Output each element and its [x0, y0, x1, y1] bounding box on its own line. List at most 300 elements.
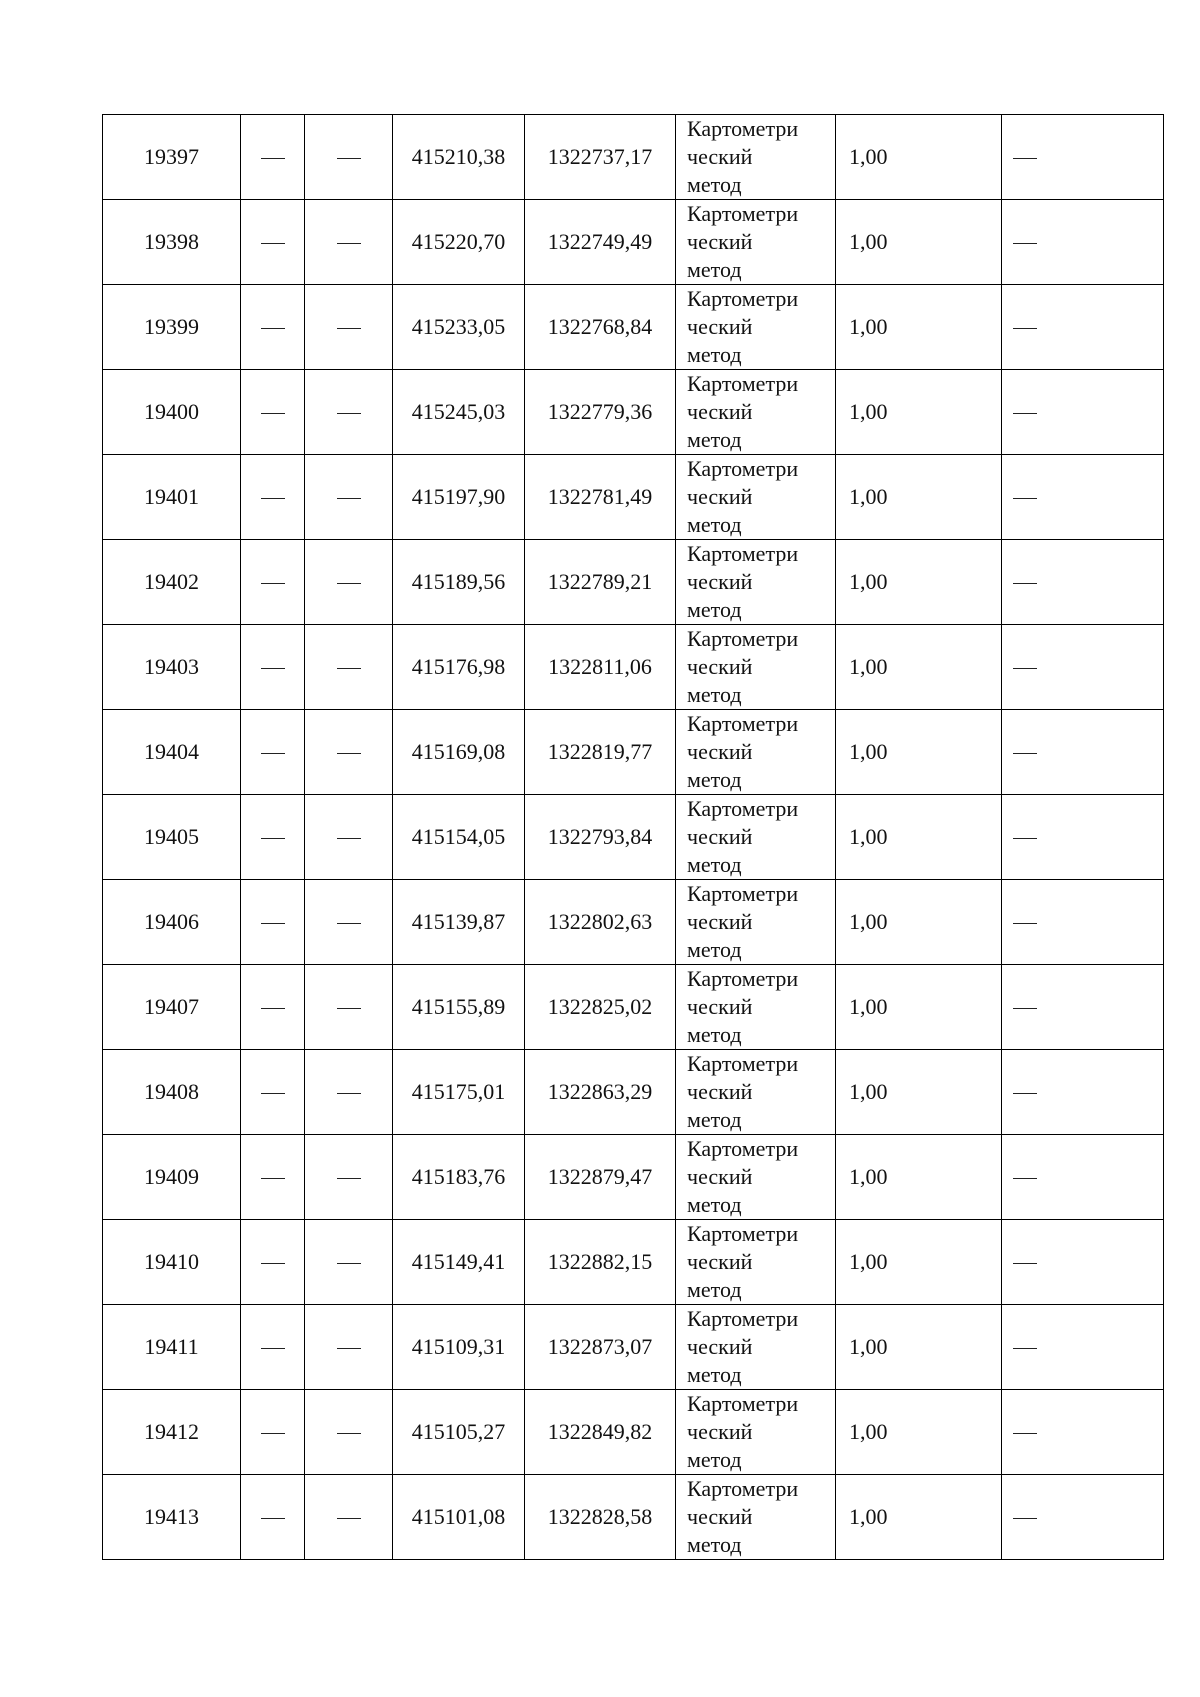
empty-description-cell — [1002, 370, 1164, 455]
method-line-3: метод — [687, 512, 742, 537]
x-coordinate: 415197,90 — [411, 484, 506, 509]
point-number-cell — [103, 540, 241, 625]
y-coordinate: 1322779,36 — [547, 399, 653, 424]
x-coordinate-cell — [393, 1475, 525, 1560]
point-number: 19413 — [144, 1504, 199, 1529]
x-coordinate: 415149,41 — [411, 1249, 506, 1274]
x-coordinate: 415189,56 — [411, 569, 506, 594]
accuracy-value: 1,00 — [849, 229, 888, 254]
x-coordinate: 415176,98 — [411, 654, 506, 679]
table-row — [103, 965, 1164, 1050]
method-cell — [676, 200, 836, 285]
dash-mark — [261, 583, 285, 584]
accuracy-value: 1,00 — [849, 1504, 888, 1529]
dash-mark — [1013, 583, 1037, 584]
accuracy-value: 1,00 — [849, 654, 888, 679]
method-line-3: метод — [687, 1107, 742, 1132]
dash-mark — [337, 1093, 361, 1094]
dash-mark — [261, 413, 285, 414]
coordinates-table — [102, 114, 1164, 1560]
x-coordinate-cell — [393, 795, 525, 880]
y-coordinate-cell — [525, 200, 676, 285]
x-coordinate-cell — [393, 540, 525, 625]
method-line-2: ческий — [687, 994, 753, 1019]
dash-mark — [261, 498, 285, 499]
dash-mark — [337, 158, 361, 159]
accuracy-cell — [836, 625, 1002, 710]
accuracy-cell — [836, 370, 1002, 455]
y-coordinate: 1322811,06 — [548, 654, 652, 679]
method-cell — [676, 710, 836, 795]
table-row — [103, 1475, 1164, 1560]
accuracy-cell — [836, 1305, 1002, 1390]
dash-mark — [337, 1263, 361, 1264]
accuracy-cell — [836, 710, 1002, 795]
empty-x-old-cell — [241, 795, 305, 880]
y-coordinate: 1322768,84 — [547, 314, 653, 339]
table-row — [103, 1050, 1164, 1135]
point-number: 19409 — [144, 1164, 199, 1189]
accuracy-value: 1,00 — [849, 1249, 888, 1274]
y-coordinate-cell — [525, 880, 676, 965]
y-coordinate-cell — [525, 370, 676, 455]
y-coordinate-cell — [525, 625, 676, 710]
method-line-2: ческий — [687, 1164, 753, 1189]
dash-mark — [261, 1008, 285, 1009]
empty-x-old-cell — [241, 880, 305, 965]
method-line-3: метод — [687, 597, 742, 622]
y-coordinate: 1322737,17 — [547, 144, 653, 169]
empty-description-cell — [1002, 115, 1164, 200]
x-coordinate: 415154,05 — [411, 824, 506, 849]
empty-x-old-cell — [241, 1135, 305, 1220]
point-number-cell — [103, 795, 241, 880]
x-coordinate-cell — [393, 880, 525, 965]
accuracy-value: 1,00 — [849, 739, 888, 764]
x-coordinate-cell — [393, 1050, 525, 1135]
method-line-2: ческий — [687, 1334, 753, 1359]
y-coordinate: 1322789,21 — [547, 569, 653, 594]
x-coordinate-cell — [393, 1220, 525, 1305]
point-number: 19397 — [144, 144, 199, 169]
empty-y-old-cell — [305, 370, 393, 455]
dash-mark — [1013, 1263, 1037, 1264]
y-coordinate-cell — [525, 965, 676, 1050]
table-row — [103, 625, 1164, 710]
y-coordinate-cell — [525, 540, 676, 625]
empty-description-cell — [1002, 1050, 1164, 1135]
method-cell — [676, 880, 836, 965]
point-number: 19408 — [144, 1079, 199, 1104]
method-line-2: ческий — [687, 314, 753, 339]
point-number: 19400 — [144, 399, 199, 424]
method-line-3: метод — [687, 1192, 742, 1217]
table-row — [103, 795, 1164, 880]
dash-mark — [1013, 1348, 1037, 1349]
empty-y-old-cell — [305, 285, 393, 370]
method-cell — [676, 965, 836, 1050]
method-line-1: Картометри — [687, 201, 799, 226]
dash-mark — [1013, 1518, 1037, 1519]
method-cell — [676, 1305, 836, 1390]
dash-mark — [261, 1348, 285, 1349]
point-number-cell — [103, 710, 241, 795]
dash-mark — [261, 838, 285, 839]
empty-y-old-cell — [305, 200, 393, 285]
empty-y-old-cell — [305, 880, 393, 965]
dash-mark — [261, 668, 285, 669]
accuracy-value: 1,00 — [849, 909, 888, 934]
method-line-3: метод — [687, 937, 742, 962]
point-number-cell — [103, 625, 241, 710]
y-coordinate-cell — [525, 795, 676, 880]
x-coordinate-cell — [393, 285, 525, 370]
x-coordinate: 415210,38 — [411, 144, 506, 169]
method-line-1: Картометри — [687, 881, 799, 906]
dash-mark — [261, 158, 285, 159]
accuracy-value: 1,00 — [849, 824, 888, 849]
method-cell — [676, 625, 836, 710]
y-coordinate: 1322849,82 — [547, 1419, 653, 1444]
x-coordinate: 415245,03 — [411, 399, 506, 424]
dash-mark — [337, 243, 361, 244]
method-line-2: ческий — [687, 229, 753, 254]
method-line-1: Картометри — [687, 456, 799, 481]
method-cell — [676, 285, 836, 370]
empty-x-old-cell — [241, 540, 305, 625]
accuracy-cell — [836, 1475, 1002, 1560]
point-number-cell — [103, 1220, 241, 1305]
table-row — [103, 200, 1164, 285]
table-row — [103, 370, 1164, 455]
method-line-2: ческий — [687, 1079, 753, 1104]
accuracy-value: 1,00 — [849, 1164, 888, 1189]
table-row — [103, 115, 1164, 200]
y-coordinate: 1322873,07 — [547, 1334, 653, 1359]
empty-y-old-cell — [305, 1050, 393, 1135]
x-coordinate-cell — [393, 1305, 525, 1390]
y-coordinate: 1322793,84 — [547, 824, 653, 849]
empty-y-old-cell — [305, 1390, 393, 1475]
empty-y-old-cell — [305, 625, 393, 710]
table-row — [103, 710, 1164, 795]
dash-mark — [337, 753, 361, 754]
point-number: 19398 — [144, 229, 199, 254]
method-cell — [676, 1220, 836, 1305]
dash-mark — [1013, 158, 1037, 159]
method-line-1: Картометри — [687, 116, 799, 141]
empty-y-old-cell — [305, 795, 393, 880]
point-number-cell — [103, 965, 241, 1050]
y-coordinate: 1322749,49 — [547, 229, 653, 254]
method-line-1: Картометри — [687, 1051, 799, 1076]
method-line-3: метод — [687, 1447, 742, 1472]
empty-y-old-cell — [305, 455, 393, 540]
empty-y-old-cell — [305, 1475, 393, 1560]
method-line-1: Картометри — [687, 286, 799, 311]
dash-mark — [1013, 753, 1037, 754]
method-line-2: ческий — [687, 739, 753, 764]
x-coordinate-cell — [393, 710, 525, 795]
accuracy-value: 1,00 — [849, 1334, 888, 1359]
x-coordinate-cell — [393, 625, 525, 710]
point-number: 19412 — [144, 1419, 199, 1444]
dash-mark — [337, 413, 361, 414]
empty-x-old-cell — [241, 1050, 305, 1135]
point-number: 19411 — [144, 1334, 199, 1359]
method-line-3: метод — [687, 1022, 742, 1047]
dash-mark — [337, 1433, 361, 1434]
point-number: 19407 — [144, 994, 199, 1019]
table-row — [103, 285, 1164, 370]
accuracy-cell — [836, 1390, 1002, 1475]
dash-mark — [1013, 328, 1037, 329]
x-coordinate: 415175,01 — [411, 1079, 506, 1104]
dash-mark — [1013, 1093, 1037, 1094]
empty-y-old-cell — [305, 710, 393, 795]
dash-mark — [261, 328, 285, 329]
method-line-1: Картометри — [687, 626, 799, 651]
empty-description-cell — [1002, 200, 1164, 285]
method-cell — [676, 115, 836, 200]
method-line-1: Картометри — [687, 711, 799, 736]
y-coordinate: 1322863,29 — [547, 1079, 653, 1104]
dash-mark — [261, 923, 285, 924]
method-line-2: ческий — [687, 1419, 753, 1444]
point-number: 19410 — [144, 1249, 199, 1274]
table-row — [103, 1305, 1164, 1390]
method-line-2: ческий — [687, 654, 753, 679]
x-coordinate-cell — [393, 370, 525, 455]
accuracy-cell — [836, 455, 1002, 540]
dash-mark — [1013, 923, 1037, 924]
y-coordinate: 1322879,47 — [547, 1164, 653, 1189]
method-cell — [676, 1475, 836, 1560]
y-coordinate-cell — [525, 1135, 676, 1220]
dash-mark — [337, 1178, 361, 1179]
x-coordinate: 415183,76 — [411, 1164, 506, 1189]
y-coordinate-cell — [525, 710, 676, 795]
empty-y-old-cell — [305, 540, 393, 625]
accuracy-value: 1,00 — [849, 144, 888, 169]
point-number-cell — [103, 285, 241, 370]
empty-description-cell — [1002, 1135, 1164, 1220]
accuracy-cell — [836, 285, 1002, 370]
dash-mark — [1013, 413, 1037, 414]
y-coordinate: 1322819,77 — [547, 739, 653, 764]
method-line-3: метод — [687, 682, 742, 707]
method-line-1: Картометри — [687, 371, 799, 396]
empty-y-old-cell — [305, 115, 393, 200]
empty-x-old-cell — [241, 965, 305, 1050]
x-coordinate: 415105,27 — [411, 1419, 506, 1444]
accuracy-value: 1,00 — [849, 399, 888, 424]
point-number-cell — [103, 455, 241, 540]
x-coordinate: 415233,05 — [411, 314, 506, 339]
dash-mark — [337, 583, 361, 584]
y-coordinate-cell — [525, 1220, 676, 1305]
point-number: 19405 — [144, 824, 199, 849]
table-row — [103, 455, 1164, 540]
dash-mark — [1013, 1433, 1037, 1434]
x-coordinate: 415169,08 — [411, 739, 506, 764]
accuracy-cell — [836, 200, 1002, 285]
dash-mark — [261, 1263, 285, 1264]
empty-x-old-cell — [241, 710, 305, 795]
x-coordinate: 415155,89 — [411, 994, 506, 1019]
point-number-cell — [103, 880, 241, 965]
x-coordinate-cell — [393, 1390, 525, 1475]
dash-mark — [261, 1178, 285, 1179]
accuracy-cell — [836, 965, 1002, 1050]
method-cell — [676, 455, 836, 540]
empty-x-old-cell — [241, 1475, 305, 1560]
point-number-cell — [103, 200, 241, 285]
accuracy-cell — [836, 115, 1002, 200]
dash-mark — [1013, 838, 1037, 839]
y-coordinate: 1322828,58 — [547, 1504, 653, 1529]
point-number-cell — [103, 370, 241, 455]
y-coordinate-cell — [525, 455, 676, 540]
dash-mark — [261, 1093, 285, 1094]
table-row — [103, 1135, 1164, 1220]
method-line-1: Картометри — [687, 1476, 799, 1501]
method-line-2: ческий — [687, 144, 753, 169]
empty-x-old-cell — [241, 370, 305, 455]
method-line-1: Картометри — [687, 966, 799, 991]
accuracy-value: 1,00 — [849, 569, 888, 594]
method-line-1: Картометри — [687, 796, 799, 821]
dash-mark — [261, 1433, 285, 1434]
dash-mark — [337, 498, 361, 499]
method-line-2: ческий — [687, 399, 753, 424]
accuracy-cell — [836, 795, 1002, 880]
x-coordinate-cell — [393, 455, 525, 540]
empty-x-old-cell — [241, 455, 305, 540]
x-coordinate-cell — [393, 1135, 525, 1220]
accuracy-cell — [836, 540, 1002, 625]
method-cell — [676, 1135, 836, 1220]
y-coordinate-cell — [525, 1305, 676, 1390]
method-line-2: ческий — [687, 569, 753, 594]
y-coordinate-cell — [525, 285, 676, 370]
method-cell — [676, 540, 836, 625]
empty-y-old-cell — [305, 1135, 393, 1220]
method-line-2: ческий — [687, 824, 753, 849]
x-coordinate-cell — [393, 115, 525, 200]
empty-description-cell — [1002, 880, 1164, 965]
method-cell — [676, 795, 836, 880]
method-line-3: метод — [687, 1362, 742, 1387]
y-coordinate-cell — [525, 1390, 676, 1475]
empty-x-old-cell — [241, 115, 305, 200]
dash-mark — [337, 923, 361, 924]
point-number-cell — [103, 1050, 241, 1135]
accuracy-value: 1,00 — [849, 314, 888, 339]
point-number-cell — [103, 1305, 241, 1390]
accuracy-cell — [836, 1135, 1002, 1220]
empty-description-cell — [1002, 795, 1164, 880]
y-coordinate: 1322781,49 — [547, 484, 653, 509]
method-line-3: метод — [687, 852, 742, 877]
accuracy-cell — [836, 1220, 1002, 1305]
empty-description-cell — [1002, 710, 1164, 795]
method-line-1: Картометри — [687, 1306, 799, 1331]
accuracy-value: 1,00 — [849, 1079, 888, 1104]
method-cell — [676, 370, 836, 455]
empty-description-cell — [1002, 1305, 1164, 1390]
dash-mark — [337, 1518, 361, 1519]
x-coordinate-cell — [393, 200, 525, 285]
y-coordinate-cell — [525, 1475, 676, 1560]
point-number: 19401 — [144, 484, 199, 509]
empty-x-old-cell — [241, 285, 305, 370]
method-cell — [676, 1050, 836, 1135]
empty-x-old-cell — [241, 1220, 305, 1305]
point-number: 19402 — [144, 569, 199, 594]
empty-description-cell — [1002, 1475, 1164, 1560]
dash-mark — [1013, 1008, 1037, 1009]
method-line-3: метод — [687, 427, 742, 452]
y-coordinate-cell — [525, 1050, 676, 1135]
point-number-cell — [103, 1135, 241, 1220]
table-row — [103, 540, 1164, 625]
method-line-2: ческий — [687, 484, 753, 509]
dash-mark — [337, 1348, 361, 1349]
x-coordinate: 415109,31 — [411, 1334, 506, 1359]
accuracy-value: 1,00 — [849, 1419, 888, 1444]
method-line-3: метод — [687, 1532, 742, 1557]
method-line-3: метод — [687, 172, 742, 197]
empty-description-cell — [1002, 625, 1164, 710]
point-number: 19399 — [144, 314, 199, 339]
empty-description-cell — [1002, 965, 1164, 1050]
dash-mark — [337, 668, 361, 669]
y-coordinate: 1322802,63 — [547, 909, 653, 934]
dash-mark — [337, 1008, 361, 1009]
dash-mark — [337, 328, 361, 329]
empty-x-old-cell — [241, 1390, 305, 1475]
empty-y-old-cell — [305, 1220, 393, 1305]
accuracy-value: 1,00 — [849, 484, 888, 509]
empty-description-cell — [1002, 285, 1164, 370]
point-number-cell — [103, 1475, 241, 1560]
empty-description-cell — [1002, 1390, 1164, 1475]
empty-description-cell — [1002, 455, 1164, 540]
empty-x-old-cell — [241, 625, 305, 710]
x-coordinate: 415101,08 — [411, 1504, 506, 1529]
point-number: 19406 — [144, 909, 199, 934]
empty-description-cell — [1002, 540, 1164, 625]
method-line-2: ческий — [687, 1504, 753, 1529]
dash-mark — [261, 243, 285, 244]
method-line-1: Картометри — [687, 1136, 799, 1161]
method-line-3: метод — [687, 257, 742, 282]
accuracy-cell — [836, 1050, 1002, 1135]
point-number: 19403 — [144, 654, 199, 679]
method-line-3: метод — [687, 767, 742, 792]
x-coordinate: 415139,87 — [411, 909, 506, 934]
point-number-cell — [103, 1390, 241, 1475]
accuracy-value: 1,00 — [849, 994, 888, 1019]
point-number: 19404 — [144, 739, 199, 764]
y-coordinate: 1322882,15 — [547, 1249, 653, 1274]
table-row — [103, 1390, 1164, 1475]
empty-x-old-cell — [241, 1305, 305, 1390]
method-line-3: метод — [687, 1277, 742, 1302]
x-coordinate-cell — [393, 965, 525, 1050]
table-body — [103, 115, 1164, 1560]
